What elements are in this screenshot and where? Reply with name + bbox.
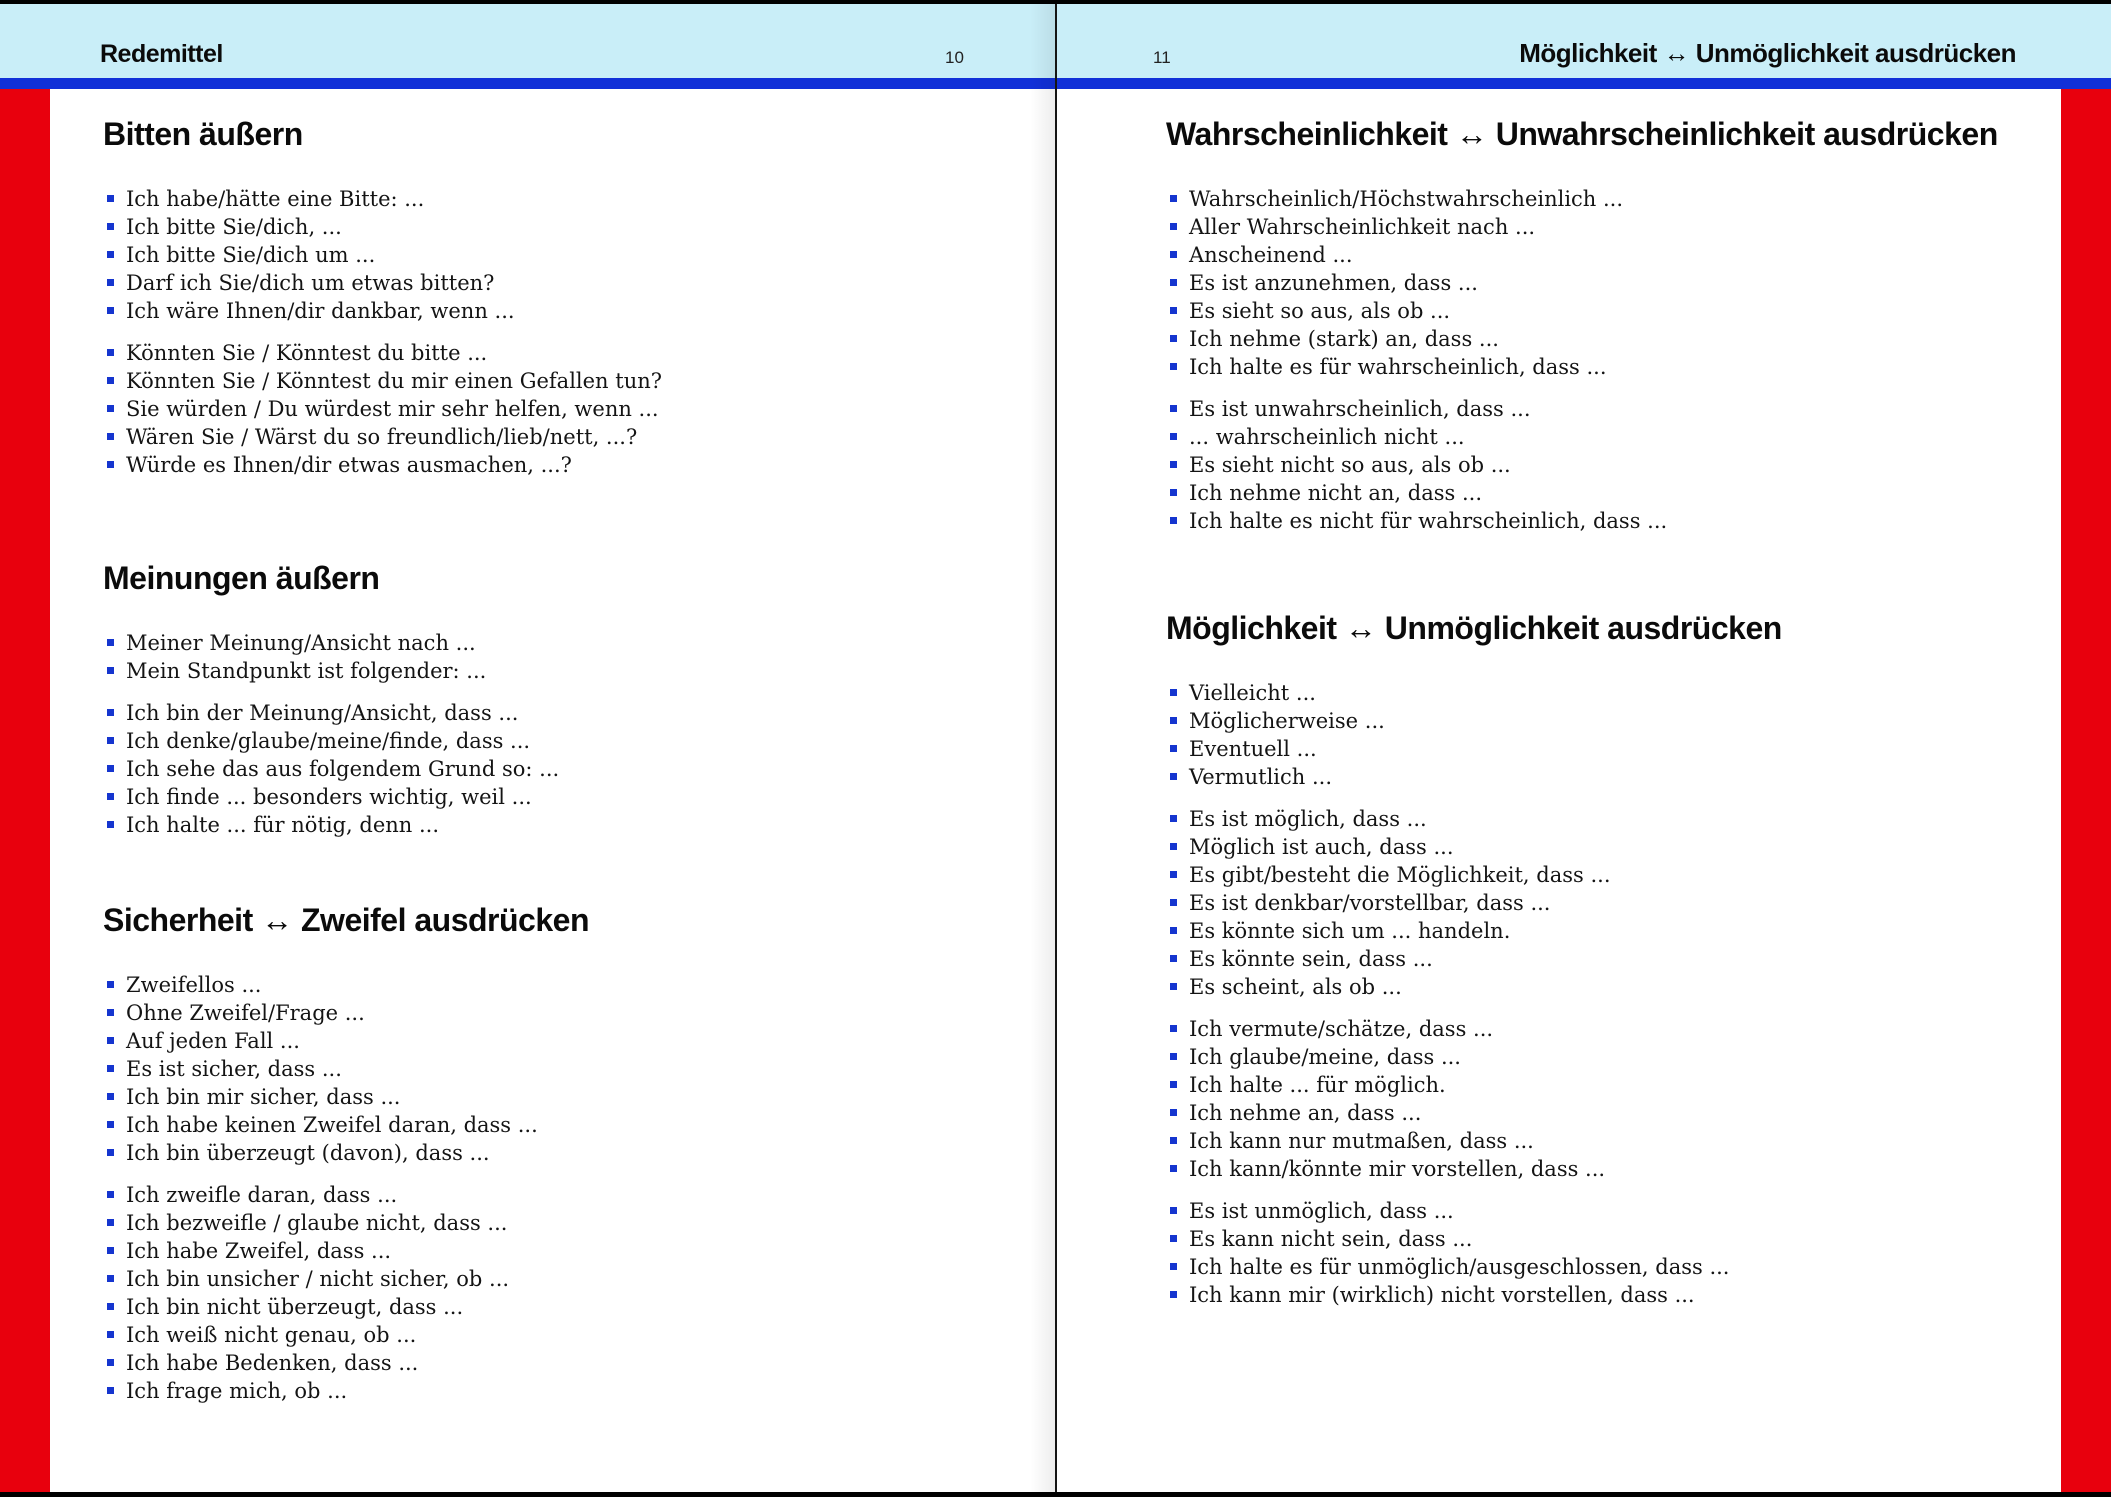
- bullet-square-icon: [1170, 955, 1177, 962]
- list-item-text: Es ist unmöglich, dass ...: [1189, 1199, 1454, 1223]
- list-item-text: Ich zweifle daran, dass ...: [126, 1183, 398, 1207]
- bullet-square-icon: [1170, 717, 1177, 724]
- list-item-text: Ich halte es für wahrscheinlich, dass ...: [1189, 355, 1607, 379]
- bullet-square-icon: [107, 1149, 114, 1156]
- bullet-square-icon: [107, 195, 114, 202]
- section-title: Möglichkeit ↔ Unmöglichkeit ausdrücken: [1166, 610, 1782, 646]
- list-item: [103, 185, 983, 213]
- bullet-square-icon: [1170, 1165, 1177, 1172]
- list-item-text: Es kann nicht sein, dass ...: [1189, 1227, 1473, 1251]
- bullet-square-icon: [1170, 1025, 1177, 1032]
- page-number-left: 10: [945, 48, 964, 67]
- bullet-square-icon: [107, 1275, 114, 1282]
- list-item-text: ... wahrscheinlich nicht ...: [1189, 425, 1465, 449]
- bullet-square-icon: [107, 307, 114, 314]
- list-item: [103, 755, 983, 783]
- bullet-square-icon: [107, 1359, 114, 1366]
- list-item: [1166, 479, 2046, 507]
- list-item-text: Ich bitte Sie/dich, ...: [126, 215, 342, 239]
- bullet-square-icon: [1170, 815, 1177, 822]
- list-item-text: Es gibt/besteht die Möglichkeit, dass ...: [1189, 863, 1611, 887]
- bullet-square-icon: [107, 1191, 114, 1198]
- phrase-group: [1166, 679, 2046, 791]
- section: [103, 901, 983, 1405]
- phrase-group: [1166, 805, 2046, 1001]
- bullet-square-icon: [1170, 1109, 1177, 1116]
- bullet-square-icon: [107, 1219, 114, 1226]
- list-item-text: Ich sehe das aus folgendem Grund so: ...: [126, 757, 560, 781]
- list-item-text: Ich weiß nicht genau, ob ...: [126, 1323, 417, 1347]
- list-item-text: Ich bin mir sicher, dass ...: [126, 1085, 401, 1109]
- list-item: [103, 1139, 983, 1167]
- list-item-text: Ich halte ... für möglich.: [1189, 1073, 1446, 1097]
- list-item: [103, 971, 983, 999]
- phrase-group: [103, 629, 983, 685]
- bullet-square-icon: [1170, 871, 1177, 878]
- page-gutter-shadow: [1030, 0, 1055, 1497]
- bullet-square-icon: [107, 1009, 114, 1016]
- list-item: [103, 269, 983, 297]
- list-item-text: Ich vermute/schätze, dass ...: [1189, 1017, 1494, 1041]
- list-item-text: Zweifellos ...: [126, 973, 262, 997]
- bullet-square-icon: [107, 405, 114, 412]
- list-item-text: Es ist denkbar/vorstellbar, dass ...: [1189, 891, 1551, 915]
- list-item-text: Es könnte sein, dass ...: [1189, 947, 1433, 971]
- page-divider-line: [1055, 0, 1057, 1497]
- list-item-text: Ich kann/könnte mir vorstellen, dass ...: [1189, 1157, 1606, 1181]
- bullet-square-icon: [1170, 433, 1177, 440]
- list-item-text: Ich finde ... besonders wichtig, weil ...: [126, 785, 532, 809]
- list-item: [103, 297, 983, 325]
- section-title: Wahrscheinlichkeit ↔ Unwahrscheinlichkeit ausdrücken: [1166, 116, 1998, 152]
- phrase-group: [1166, 395, 2046, 535]
- bullet-square-icon: [107, 251, 114, 258]
- list-item-text: Ich nehme nicht an, dass ...: [1189, 481, 1483, 505]
- list-item-text: Es sieht nicht so aus, als ob ...: [1189, 453, 1511, 477]
- bullet-square-icon: [1170, 1081, 1177, 1088]
- bullet-square-icon: [1170, 279, 1177, 286]
- bottom-border: [0, 1492, 2111, 1497]
- list-item: [103, 1377, 983, 1405]
- bullet-square-icon: [1170, 461, 1177, 468]
- list-item: [103, 339, 983, 367]
- list-item: [103, 657, 983, 685]
- list-item-text: Ich frage mich, ob ...: [126, 1379, 348, 1403]
- list-item: [103, 1027, 983, 1055]
- list-item: [103, 1349, 983, 1377]
- list-item: [1166, 213, 2046, 241]
- bullet-square-icon: [107, 1247, 114, 1254]
- section: [103, 115, 983, 479]
- list-item: [1166, 507, 2046, 535]
- list-item-text: Wahrscheinlich/Höchstwahrscheinlich ...: [1189, 187, 1624, 211]
- phrase-group: [1166, 185, 2046, 381]
- list-item: [1166, 241, 2046, 269]
- list-item: [1166, 861, 2046, 889]
- bullet-square-icon: [107, 1037, 114, 1044]
- bullet-square-icon: [107, 433, 114, 440]
- list-item: [1166, 1197, 2046, 1225]
- phrase-group: [1166, 1015, 2046, 1183]
- list-item: [103, 1237, 983, 1265]
- list-item-text: Ich halte es für unmöglich/ausgeschlossen, dass ...: [1189, 1255, 1730, 1279]
- bullet-square-icon: [107, 377, 114, 384]
- bullet-square-icon: [1170, 489, 1177, 496]
- bullet-square-icon: [107, 223, 114, 230]
- bullet-square-icon: [107, 1121, 114, 1128]
- list-item: [1166, 1281, 2046, 1309]
- list-item-text: Ich habe keinen Zweifel daran, dass ...: [126, 1113, 538, 1137]
- phrase-group: [103, 699, 983, 839]
- list-item-text: Es scheint, als ob ...: [1189, 975, 1402, 999]
- list-item-text: Ich bin nicht überzeugt, dass ...: [126, 1295, 464, 1319]
- list-item: [103, 727, 983, 755]
- list-item-text: Ich denke/glaube/meine/finde, dass ...: [126, 729, 531, 753]
- list-item-text: Möglich ist auch, dass ...: [1189, 835, 1454, 859]
- list-item-text: Es ist unwahrscheinlich, dass ...: [1189, 397, 1531, 421]
- list-item: [1166, 423, 2046, 451]
- bullet-square-icon: [107, 981, 114, 988]
- list-item-text: Ich bitte Sie/dich um ...: [126, 243, 376, 267]
- section-title: Bitten äußern: [103, 116, 303, 152]
- bullet-square-icon: [107, 1303, 114, 1310]
- list-item: [103, 423, 983, 451]
- list-item: [103, 699, 983, 727]
- section: [1166, 115, 2046, 535]
- red-stripe-right: [2061, 89, 2111, 1492]
- list-item-text: Ich habe/hätte eine Bitte: ...: [126, 187, 425, 211]
- list-item-text: Meiner Meinung/Ansicht nach ...: [126, 631, 476, 655]
- bullet-square-icon: [1170, 363, 1177, 370]
- list-item-text: Vielleicht ...: [1189, 681, 1316, 705]
- list-item-text: Ich bin der Meinung/Ansicht, dass ...: [126, 701, 519, 725]
- list-item-text: Auf jeden Fall ...: [126, 1029, 300, 1053]
- list-item-text: Darf ich Sie/dich um etwas bitten?: [126, 271, 495, 295]
- bullet-square-icon: [107, 1065, 114, 1072]
- bullet-square-icon: [107, 765, 114, 772]
- list-item: [1166, 1225, 2046, 1253]
- list-item: [103, 999, 983, 1027]
- list-item: [1166, 1253, 2046, 1281]
- list-item: [103, 1293, 983, 1321]
- phrase-group: [103, 971, 983, 1167]
- list-item: [1166, 889, 2046, 917]
- list-item: [1166, 1155, 2046, 1183]
- bullet-square-icon: [107, 1331, 114, 1338]
- list-item: [1166, 185, 2046, 213]
- list-item-text: Ich kann nur mutmaßen, dass ...: [1189, 1129, 1534, 1153]
- list-item: [1166, 917, 2046, 945]
- section-title: Meinungen äußern: [103, 560, 380, 596]
- bullet-square-icon: [1170, 405, 1177, 412]
- list-item-text: Eventuell ...: [1189, 737, 1317, 761]
- bullet-square-icon: [107, 349, 114, 356]
- list-item: [103, 629, 983, 657]
- list-item: [103, 451, 983, 479]
- bullet-square-icon: [107, 737, 114, 744]
- list-item-text: Könnten Sie / Könntest du bitte ...: [126, 341, 488, 365]
- bullet-square-icon: [1170, 1235, 1177, 1242]
- bullet-square-icon: [1170, 689, 1177, 696]
- bullet-square-icon: [1170, 517, 1177, 524]
- list-item-text: Ich halte es nicht für wahrscheinlich, dass ...: [1189, 509, 1668, 533]
- bullet-square-icon: [1170, 1137, 1177, 1144]
- list-item: [103, 783, 983, 811]
- list-item: [103, 367, 983, 395]
- list-item: [103, 395, 983, 423]
- list-item-text: Ich bin überzeugt (davon), dass ...: [126, 1141, 490, 1165]
- list-item-text: Sie würden / Du würdest mir sehr helfen, wenn ...: [126, 397, 659, 421]
- bullet-square-icon: [107, 793, 114, 800]
- phrase-group: [103, 185, 983, 325]
- list-item-text: Aller Wahrscheinlichkeit nach ...: [1189, 215, 1536, 239]
- list-item-text: Es könnte sich um ... handeln.: [1189, 919, 1511, 943]
- list-item-text: Ich nehme an, dass ...: [1189, 1101, 1422, 1125]
- list-item-text: Ich wäre Ihnen/dir dankbar, wenn ...: [126, 299, 515, 323]
- bullet-square-icon: [1170, 927, 1177, 934]
- running-header-right: Möglichkeit ↔ Unmöglichkeit ausdrücken: [1519, 38, 2016, 68]
- red-stripe-left: [0, 89, 50, 1492]
- list-item-text: Ich kann mir (wirklich) nicht vorstellen, dass ...: [1189, 1283, 1695, 1307]
- list-item-text: Ich bezweifle / glaube nicht, dass ...: [126, 1211, 508, 1235]
- bullet-square-icon: [107, 667, 114, 674]
- list-item: [1166, 973, 2046, 1001]
- list-item-text: Wären Sie / Wärst du so freundlich/lieb/nett, ...?: [126, 425, 638, 449]
- list-item: [1166, 679, 2046, 707]
- bullet-square-icon: [1170, 195, 1177, 202]
- list-item-text: Ich bin unsicher / nicht sicher, ob ...: [126, 1267, 510, 1291]
- list-item: [1166, 1127, 2046, 1155]
- running-header-left: Redemittel: [100, 40, 223, 68]
- list-item: [1166, 1015, 2046, 1043]
- list-item: [1166, 1071, 2046, 1099]
- bullet-square-icon: [1170, 1263, 1177, 1270]
- list-item: [103, 1321, 983, 1349]
- section: [1166, 609, 2046, 1309]
- list-item: [103, 241, 983, 269]
- list-item: [1166, 707, 2046, 735]
- bullet-square-icon: [1170, 745, 1177, 752]
- list-item: [1166, 297, 2046, 325]
- bullet-square-icon: [107, 639, 114, 646]
- bullet-square-icon: [1170, 843, 1177, 850]
- list-item: [103, 1111, 983, 1139]
- list-item-text: Ich habe Zweifel, dass ...: [126, 1239, 392, 1263]
- phrase-group: [1166, 1197, 2046, 1309]
- bullet-square-icon: [107, 821, 114, 828]
- list-item: [1166, 395, 2046, 423]
- list-item-text: Würde es Ihnen/dir etwas ausmachen, ...?: [126, 453, 572, 477]
- list-item: [103, 1181, 983, 1209]
- list-item-text: Vermutlich ...: [1189, 765, 1333, 789]
- list-item: [1166, 1043, 2046, 1071]
- bullet-square-icon: [1170, 307, 1177, 314]
- list-item-text: Mein Standpunkt ist folgender: ...: [126, 659, 487, 683]
- list-item-text: Es sieht so aus, als ob ...: [1189, 299, 1451, 323]
- bullet-square-icon: [107, 279, 114, 286]
- bullet-square-icon: [1170, 335, 1177, 342]
- list-item-text: Ich glaube/meine, dass ...: [1189, 1045, 1461, 1069]
- page-right: [1166, 89, 2046, 1309]
- phrase-group: [103, 339, 983, 479]
- list-item-text: Ich halte ... für nötig, denn ...: [126, 813, 440, 837]
- list-item: [103, 811, 983, 839]
- phrase-group: [103, 1181, 983, 1405]
- list-item: [103, 1083, 983, 1111]
- bullet-square-icon: [107, 1093, 114, 1100]
- page-left: [103, 89, 983, 1405]
- bullet-square-icon: [107, 1387, 114, 1394]
- list-item: [1166, 451, 2046, 479]
- bullet-square-icon: [1170, 773, 1177, 780]
- section-title: Sicherheit ↔ Zweifel ausdrücken: [103, 902, 589, 938]
- list-item-text: Es ist anzunehmen, dass ...: [1189, 271, 1478, 295]
- list-item-text: Ich habe Bedenken, dass ...: [126, 1351, 419, 1375]
- list-item: [1166, 1099, 2046, 1127]
- list-item: [103, 213, 983, 241]
- list-item: [103, 1209, 983, 1237]
- list-item: [1166, 833, 2046, 861]
- bullet-square-icon: [1170, 1291, 1177, 1298]
- top-border: [0, 0, 2111, 4]
- bullet-square-icon: [1170, 1207, 1177, 1214]
- list-item: [103, 1055, 983, 1083]
- list-item: [1166, 325, 2046, 353]
- bullet-square-icon: [1170, 223, 1177, 230]
- list-item-text: Es ist möglich, dass ...: [1189, 807, 1427, 831]
- list-item: [1166, 805, 2046, 833]
- list-item-text: Es ist sicher, dass ...: [126, 1057, 342, 1081]
- bullet-square-icon: [1170, 251, 1177, 258]
- list-item: [1166, 763, 2046, 791]
- list-item-text: Möglicherweise ...: [1189, 709, 1385, 733]
- bullet-square-icon: [1170, 899, 1177, 906]
- bullet-square-icon: [107, 709, 114, 716]
- list-item: [1166, 945, 2046, 973]
- list-item-text: Könnten Sie / Könntest du mir einen Gefallen tun?: [126, 369, 663, 393]
- section: [103, 559, 983, 839]
- bullet-square-icon: [1170, 1053, 1177, 1060]
- list-item: [1166, 735, 2046, 763]
- list-item: [103, 1265, 983, 1293]
- list-item-text: Anscheinend ...: [1189, 243, 1353, 267]
- list-item: [1166, 269, 2046, 297]
- page-number-right: 11: [1153, 48, 1171, 67]
- list-item-text: Ich nehme (stark) an, dass ...: [1189, 327, 1499, 351]
- bullet-square-icon: [1170, 983, 1177, 990]
- list-item-text: Ohne Zweifel/Frage ...: [126, 1001, 365, 1025]
- bullet-square-icon: [107, 461, 114, 468]
- list-item: [1166, 353, 2046, 381]
